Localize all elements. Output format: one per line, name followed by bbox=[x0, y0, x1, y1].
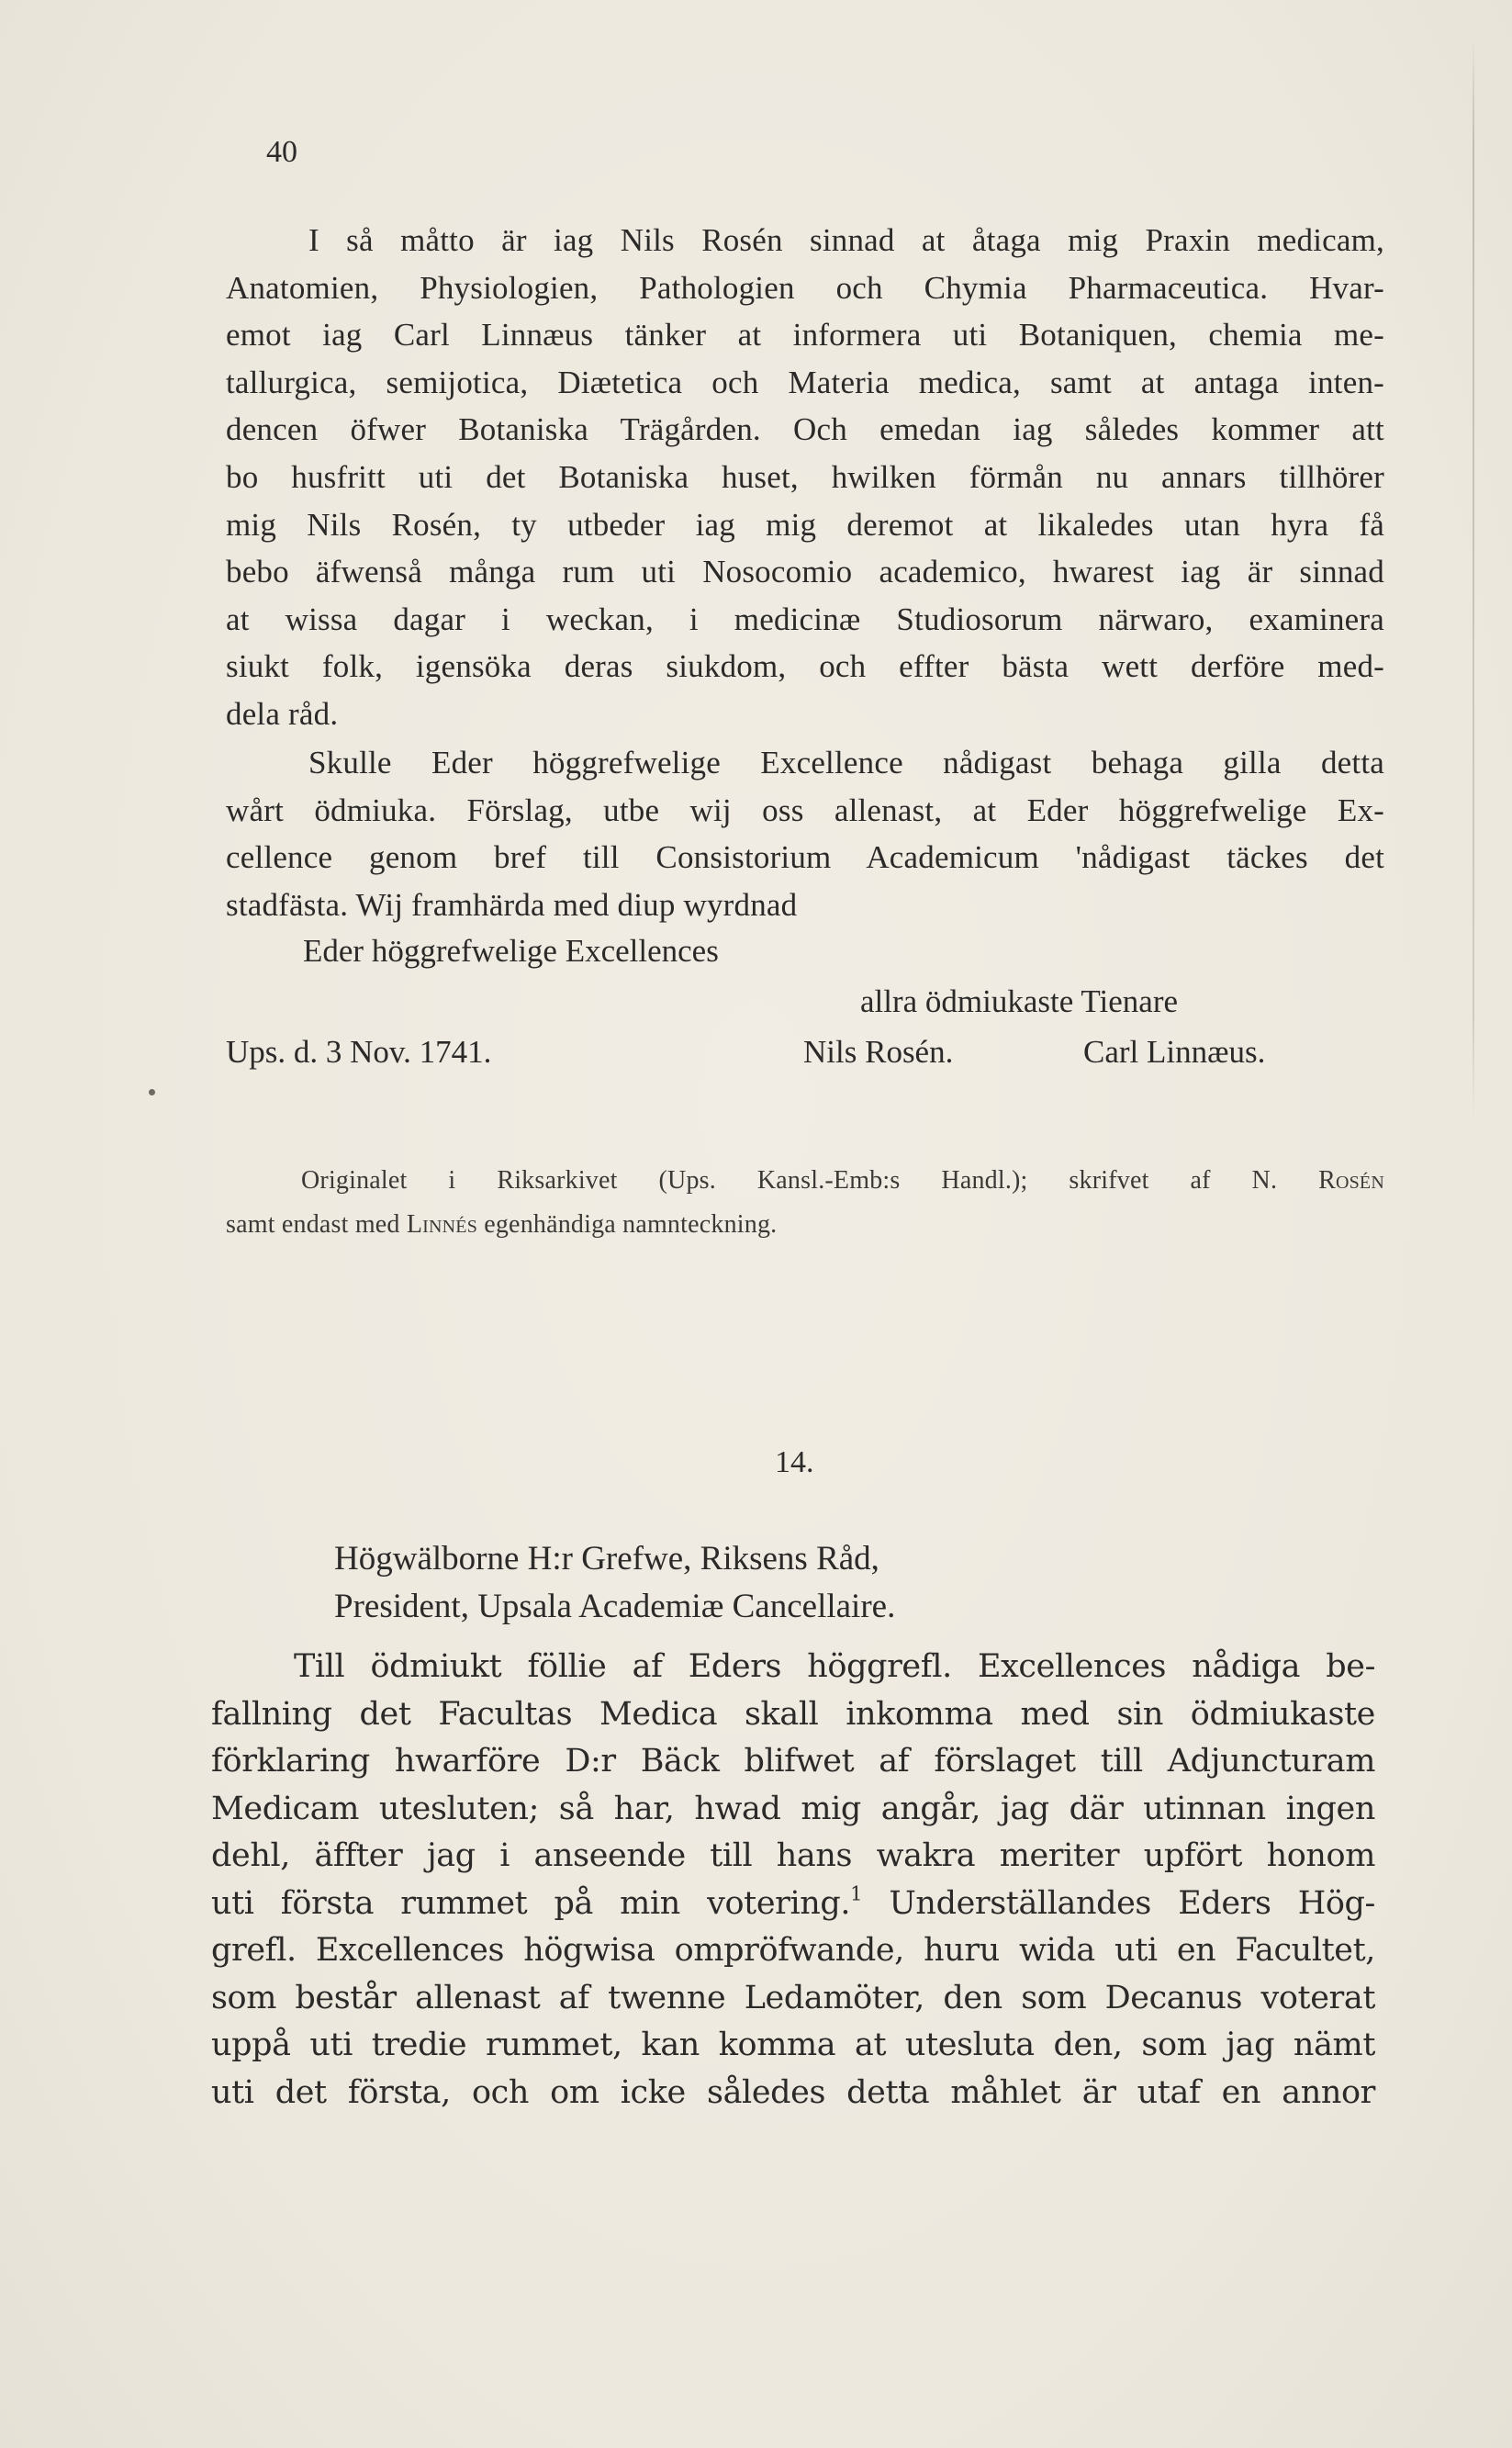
text-line: Medicam utesluten; så har, hwad mig angår, jag där utinnan ingen bbox=[211, 1790, 1375, 1827]
text-segment: uti första rummet på min votering. bbox=[211, 1884, 851, 1922]
text-line: Till ödmiukt föllie af Eders höggrefl. Excellences nådiga be- bbox=[294, 1648, 1375, 1685]
addressee-line-1: Högwälborne H:r Grefwe, Riksens Råd, bbox=[334, 1540, 879, 1578]
text-line: cellence genom bref till Consistorium Academicum 'nådigast täckes det bbox=[226, 839, 1384, 875]
source-note-line-1 bbox=[226, 1159, 1384, 1203]
text-line: emot iag Carl Linnæus tänker at informera uti Botaniquen, chemia me- bbox=[226, 317, 1384, 354]
text-line: stadfästa. Wij framhärda med diup wyrdnad bbox=[226, 886, 798, 923]
text-line: Skulle Eder höggrefwelige Excellence nådigast behaga gilla detta bbox=[308, 745, 1384, 780]
text-line: fallning det Facultas Medica skall inkomma med sin ödmiukaste bbox=[211, 1695, 1375, 1733]
text-line: dehl, äffter jag i anseende till hans wakra meriter upfört honom bbox=[211, 1837, 1375, 1874]
text-line: wårt ödmiuka. Förslag, utbe wij oss allenast, at Eder höggrefwelige Ex- bbox=[226, 792, 1384, 828]
text-line: uppå uti tredie rummet, kan komma at utesluta den, som jag nämt bbox=[211, 2027, 1375, 2063]
signature-linnaeus: Carl Linnæus. bbox=[1083, 1034, 1266, 1070]
paragraph-praxis-division bbox=[226, 217, 1384, 738]
closing-line: Eder höggrefwelige Excellences bbox=[303, 933, 719, 969]
text-line: dencen öfwer Botaniska Trägården. Och emedan iag således kommer att bbox=[226, 411, 1384, 448]
section-number: 14. bbox=[775, 1445, 814, 1479]
text-line: dela råd. bbox=[226, 695, 339, 732]
source-note-text: Originalet i Riksarkivet (Ups. Kansl.-Emb:s Handl.); skrifvet af N. bbox=[301, 1166, 1278, 1195]
text-line: förklaring hwarföre D:r Bäck blifwet af förslaget till Adjuncturam bbox=[211, 1743, 1375, 1780]
source-note-text: samt endast med bbox=[226, 1210, 400, 1239]
source-note bbox=[226, 1159, 1384, 1247]
text-line: I så måtto är iag Nils Rosén sinnad at åtaga mig Praxin medicam, bbox=[308, 222, 1384, 258]
text-line: uti det första, och om icke således detta måhlet är utaf en annor bbox=[211, 2073, 1375, 2111]
text-line: bo husfritt uti det Botaniska huset, hwilken förmån nu annars tillhörer bbox=[226, 458, 1384, 495]
text-line: at wissa dagar i weckan, i medicinæ Studiosorum närwaro, examinera bbox=[226, 601, 1384, 637]
source-note-name: Linnés bbox=[406, 1210, 478, 1239]
source-note-line-2 bbox=[226, 1203, 1384, 1247]
closing-servants: allra ödmiukaste Tienare bbox=[860, 983, 1179, 1019]
text-segment: Underställandes Eders Hög- bbox=[889, 1884, 1375, 1922]
paragraph-request bbox=[226, 739, 1384, 928]
footnote-marker: 1 bbox=[850, 1881, 863, 1904]
text-line: som består allenast af twenne Ledamöter, den som Decanus voterat bbox=[211, 1979, 1375, 2016]
text-line-with-footnote bbox=[211, 1881, 1375, 1928]
page-number: 40 bbox=[266, 135, 297, 169]
source-note-text: egenhändiga namnteckning. bbox=[484, 1210, 778, 1239]
text-line: tallurgica, semijotica, Diætetica och Materia medica, samt at antaga inten- bbox=[226, 364, 1384, 400]
text-line: mig Nils Rosén, ty utbeder iag mig deremot at likaledes utan hyra få bbox=[226, 506, 1384, 543]
addressee-line-2: President, Upsala Academiæ Cancellaire. bbox=[334, 1588, 896, 1625]
text-line: bebo äfwenså många rum uti Nosocomio academico, hwarest iag är sinnad bbox=[226, 554, 1384, 590]
date-place: Ups. d. 3 Nov. 1741. bbox=[226, 1034, 492, 1070]
page-edge-shadow bbox=[1473, 37, 1474, 1120]
paragraph-letter-14 bbox=[211, 1644, 1375, 2117]
text-line: grefl. Excellences högwisa ompröfwande, huru wida uti en Facultet, bbox=[211, 1932, 1375, 1969]
signature-rosen: Nils Rosén. bbox=[803, 1034, 954, 1070]
text-line: siukt folk, igensöka deras siukdom, och effter bästa wett derföre med- bbox=[226, 648, 1384, 685]
text-line: Anatomien, Physiologien, Pathologien och Chymia Pharmaceutica. Hvar- bbox=[226, 269, 1384, 306]
margin-dot bbox=[149, 1089, 155, 1095]
source-note-author: Rosén bbox=[1318, 1166, 1384, 1195]
